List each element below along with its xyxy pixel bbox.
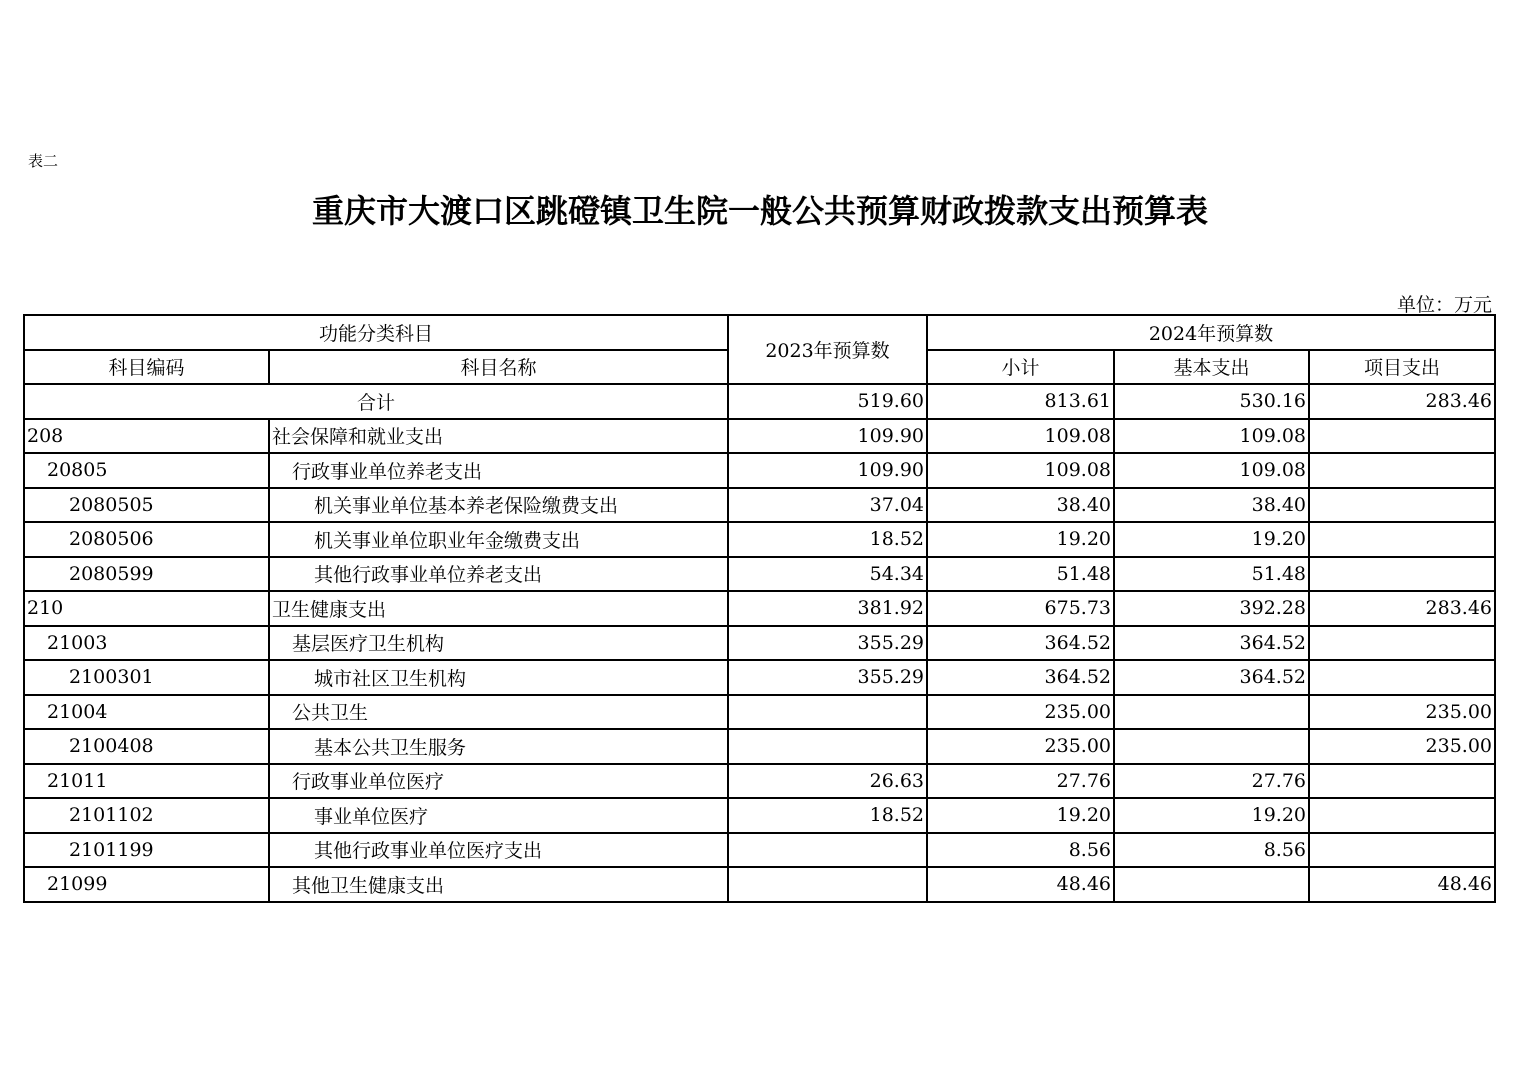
header-subtotal: 小计 — [927, 350, 1114, 385]
row-subtotal: 235.00 — [927, 695, 1114, 730]
table-row — [24, 488, 1495, 523]
row-project: 48.46 — [1309, 867, 1495, 902]
row-budget-2023: 355.29 — [728, 660, 927, 695]
row-project — [1309, 488, 1495, 523]
row-subtotal: 27.76 — [927, 764, 1114, 799]
row-basic: 38.40 — [1114, 488, 1309, 523]
row-budget-2023 — [728, 833, 927, 868]
header-basic: 基本支出 — [1114, 350, 1309, 385]
row-basic: 109.08 — [1114, 453, 1309, 488]
header-row-1 — [24, 315, 1495, 350]
row-project — [1309, 453, 1495, 488]
table-row — [24, 867, 1495, 902]
table-row — [24, 419, 1495, 454]
row-project: 235.00 — [1309, 695, 1495, 730]
row-budget-2023: 355.29 — [728, 626, 927, 661]
total-subtotal: 813.61 — [927, 384, 1114, 419]
row-code: 2101102 — [24, 798, 269, 833]
row-name: 基本公共卫生服务 — [269, 729, 728, 764]
header-name: 科目名称 — [269, 350, 728, 385]
row-basic: 364.52 — [1114, 660, 1309, 695]
row-basic: 19.20 — [1114, 798, 1309, 833]
table-row — [24, 626, 1495, 661]
row-budget-2023: 381.92 — [728, 591, 927, 626]
table-row — [24, 764, 1495, 799]
row-code: 210 — [24, 591, 269, 626]
total-project: 283.46 — [1309, 384, 1495, 419]
row-project — [1309, 764, 1495, 799]
row-budget-2023: 37.04 — [728, 488, 927, 523]
row-project — [1309, 833, 1495, 868]
row-budget-2023: 54.34 — [728, 557, 927, 592]
table-row — [24, 591, 1495, 626]
row-budget-2023: 18.52 — [728, 522, 927, 557]
row-budget-2023: 109.90 — [728, 453, 927, 488]
row-name: 机关事业单位职业年金缴费支出 — [269, 522, 728, 557]
row-name: 其他行政事业单位养老支出 — [269, 557, 728, 592]
row-project — [1309, 557, 1495, 592]
table-row — [24, 557, 1495, 592]
row-subtotal: 364.52 — [927, 660, 1114, 695]
row-project: 235.00 — [1309, 729, 1495, 764]
row-subtotal: 38.40 — [927, 488, 1114, 523]
row-name: 其他行政事业单位医疗支出 — [269, 833, 728, 868]
header-project: 项目支出 — [1309, 350, 1495, 385]
row-budget-2023: 26.63 — [728, 764, 927, 799]
row-budget-2023 — [728, 867, 927, 902]
row-basic: 8.56 — [1114, 833, 1309, 868]
row-subtotal: 19.20 — [927, 522, 1114, 557]
table-row — [24, 729, 1495, 764]
row-name: 城市社区卫生机构 — [269, 660, 728, 695]
row-code: 208 — [24, 419, 269, 454]
row-name: 其他卫生健康支出 — [269, 867, 728, 902]
row-code: 21004 — [24, 695, 269, 730]
row-basic: 19.20 — [1114, 522, 1309, 557]
table-row — [24, 798, 1495, 833]
table-row — [24, 660, 1495, 695]
row-code: 2100408 — [24, 729, 269, 764]
row-budget-2023: 109.90 — [728, 419, 927, 454]
row-name: 行政事业单位医疗 — [269, 764, 728, 799]
row-name: 行政事业单位养老支出 — [269, 453, 728, 488]
row-budget-2023 — [728, 729, 927, 764]
total-label: 合计 — [24, 384, 728, 419]
row-code: 2080505 — [24, 488, 269, 523]
row-project — [1309, 660, 1495, 695]
unit-label: 单位：万元 — [1396, 294, 1492, 316]
row-project — [1309, 419, 1495, 454]
row-basic: 392.28 — [1114, 591, 1309, 626]
row-name: 基层医疗卫生机构 — [269, 626, 728, 661]
table-number: 表二 — [28, 152, 59, 170]
row-subtotal: 109.08 — [927, 453, 1114, 488]
row-basic: 364.52 — [1114, 626, 1309, 661]
row-subtotal: 675.73 — [927, 591, 1114, 626]
row-basic — [1114, 695, 1309, 730]
row-budget-2023: 18.52 — [728, 798, 927, 833]
row-code: 2080599 — [24, 557, 269, 592]
row-budget-2023 — [728, 695, 927, 730]
row-subtotal: 48.46 — [927, 867, 1114, 902]
row-name: 社会保障和就业支出 — [269, 419, 728, 454]
row-code: 20805 — [24, 453, 269, 488]
total-basic: 530.16 — [1114, 384, 1309, 419]
row-name: 公共卫生 — [269, 695, 728, 730]
row-basic: 51.48 — [1114, 557, 1309, 592]
row-code: 21011 — [24, 764, 269, 799]
row-basic: 109.08 — [1114, 419, 1309, 454]
document-title: 重庆市大渡口区跳磴镇卫生院一般公共预算财政拨款支出预算表 — [311, 192, 1208, 230]
row-subtotal: 8.56 — [927, 833, 1114, 868]
header-functional: 功能分类科目 — [24, 315, 728, 350]
row-project — [1309, 798, 1495, 833]
row-name: 机关事业单位基本养老保险缴费支出 — [269, 488, 728, 523]
table-row — [24, 833, 1495, 868]
row-subtotal: 109.08 — [927, 419, 1114, 454]
row-project — [1309, 626, 1495, 661]
row-project — [1309, 522, 1495, 557]
row-code: 2080506 — [24, 522, 269, 557]
total-row — [24, 384, 1495, 419]
row-basic — [1114, 729, 1309, 764]
total-budget-2023: 519.60 — [728, 384, 927, 419]
row-name: 卫生健康支出 — [269, 591, 728, 626]
row-basic — [1114, 867, 1309, 902]
table-row — [24, 453, 1495, 488]
table-row — [24, 522, 1495, 557]
row-basic: 27.76 — [1114, 764, 1309, 799]
row-code: 21099 — [24, 867, 269, 902]
row-subtotal: 235.00 — [927, 729, 1114, 764]
header-code: 科目编码 — [24, 350, 269, 385]
row-name: 事业单位医疗 — [269, 798, 728, 833]
row-subtotal: 51.48 — [927, 557, 1114, 592]
table-row — [24, 695, 1495, 730]
header-budget-2024: 2024年预算数 — [927, 315, 1495, 350]
row-project: 283.46 — [1309, 591, 1495, 626]
header-budget-2023: 2023年预算数 — [728, 315, 927, 384]
row-subtotal: 364.52 — [927, 626, 1114, 661]
row-code: 2100301 — [24, 660, 269, 695]
row-subtotal: 19.20 — [927, 798, 1114, 833]
budget-table — [23, 314, 1496, 903]
row-code: 21003 — [24, 626, 269, 661]
row-code: 2101199 — [24, 833, 269, 868]
